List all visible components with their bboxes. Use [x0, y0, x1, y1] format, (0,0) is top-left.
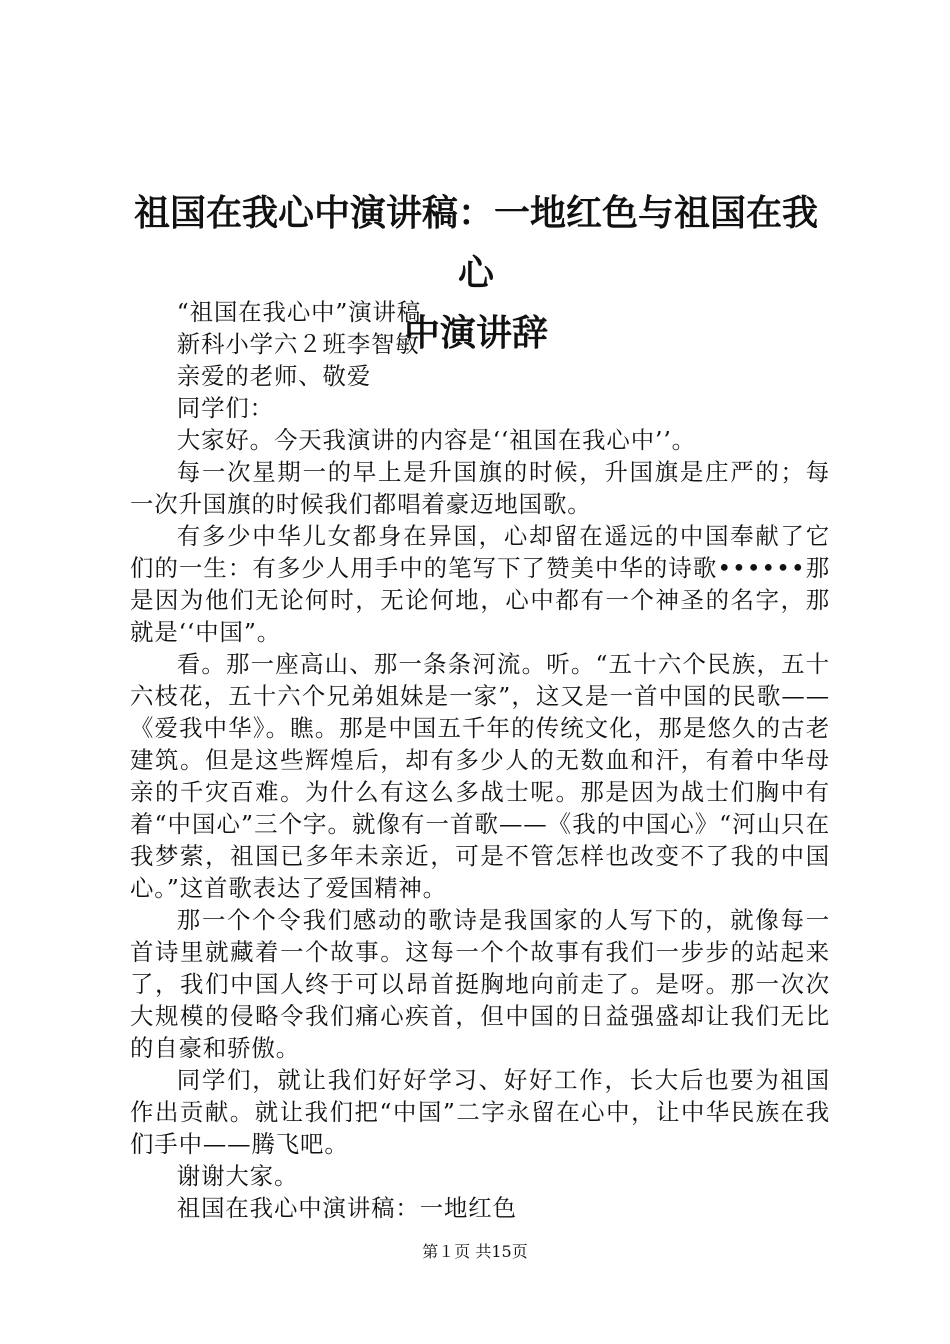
page-number: 第１页 共15页: [422, 1242, 528, 1261]
body-paragraph: 看。那一座高山、那一条条河流。听。“五十六个民族，五十六枝花，五十六个兄弟姐妹是一家”，这又是一首中国的民歌——《爱我中华》。瞧。那是中国五千年的传统文化，那是悠久的古老建筑。但是这些辉煌后，却有多少人的无数血和汗，有着中华母亲的千灾百难。为什么有这么多战士呢。那是因为战士们胸中有着“中国心”三个字。就像有一首歌——《我的中国心》“河山只在我梦萦，祖国已多年未亲近，可是不管怎样也改变不了我的中国心。”这首歌表达了爱国精神。: [130, 650, 830, 902]
author-line: 新科小学六２班李智敏: [176, 330, 420, 358]
title-line-2: 中演讲辞: [403, 313, 548, 354]
speech-heading: “祖国在我心中”演讲稿: [176, 298, 422, 326]
salutation-line: 同学们：: [176, 394, 274, 422]
closing-line: 谢谢大家。: [176, 1162, 299, 1190]
body-paragraph: 每一次星期一的早上是升国旗的时候，升国旗是庄严的；每一次升国旗的时候我们都唱着豪迈地国歌。: [130, 458, 830, 518]
page-footer: [0, 1240, 950, 1264]
title-line-1: 祖国在我心中演讲稿：一地红色与祖国在我心: [133, 193, 818, 294]
body-paragraph: 那一个个令我们感动的歌诗是我国家的人写下的，就像每一首诗里就藏着一个故事。这每一个个故事有我们一步步的站起来了，我们中国人终于可以昂首挺胸地向前走了。是呀。那一次次大规模的侵略令我们痛心疾首，但中国的日益强盛却让我们无比的自豪和骄傲。: [130, 906, 830, 1062]
document-body: [130, 296, 830, 1224]
section-heading: 祖国在我心中演讲稿：一地红色: [176, 1194, 517, 1222]
body-paragraph: 同学们，就让我们好好学习、好好工作，长大后也要为祖国作出贡献。就让我们把“中国”二字永留在心中，让中华民族在我们手中——腾飞吧。: [130, 1066, 830, 1158]
body-paragraph: 有多少中华儿女都身在异国，心却留在遥远的中国奉献了它们的一生：有多少人用手中的笔写下了赞美中华的诗歌••••••那是因为他们无论何时，无论何地，心中都有一个神圣的名字，那就是‘‘中国”。: [130, 522, 830, 646]
salutation-line: 亲爱的老师、敬爱: [176, 362, 372, 390]
body-paragraph: 大家好。今天我演讲的内容是‘‘祖国在我心中’’。: [176, 426, 696, 454]
